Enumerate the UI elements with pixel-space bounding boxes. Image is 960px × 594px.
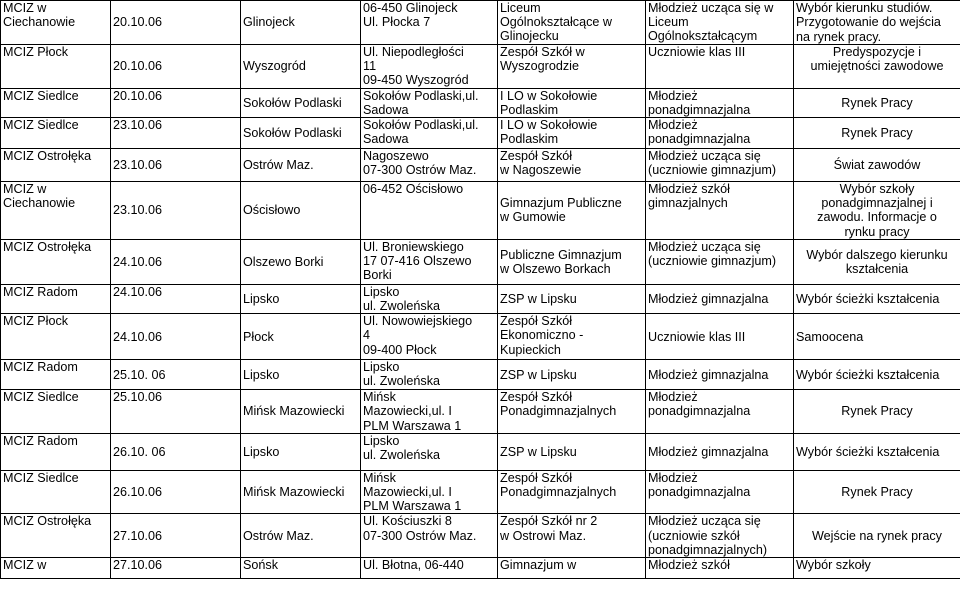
cell-org: MCIZ Radom [1, 284, 111, 313]
cell-date: 25.10.06 [111, 390, 241, 434]
cell-org: MCIZ Radom [1, 433, 111, 470]
cell-town: Glinojeck [241, 1, 361, 45]
cell-school: I LO w Sokołowie Podlaskim [498, 88, 646, 117]
cell-date: 23.10.06 [111, 182, 241, 240]
table-row [1, 45, 960, 89]
cell-date: 20.10.06 [111, 1, 241, 45]
cell-date: 20.10.06 [111, 88, 241, 117]
cell-school: ZSP w Lipsku [498, 433, 646, 470]
cell-topic: Wybór ścieżki kształcenia [794, 433, 960, 470]
cell-audience: Młodzież ucząca się (uczniowie gimnazjum) [646, 149, 794, 182]
cell-topic: Wybór dalszego kierunku kształcenia [794, 239, 960, 284]
cell-school: ZSP w Lipsku [498, 284, 646, 313]
cell-date: 24.10.06 [111, 284, 241, 313]
table-row [1, 433, 960, 470]
cell-audience: Młodzież ponadgimnazjalna [646, 390, 794, 434]
cell-org: MCIZ w Ciechanowie [1, 1, 111, 45]
cell-school: Zespół Szkół Ponadgimnazjalnych [498, 390, 646, 434]
cell-topic: Wejście na rynek pracy [794, 514, 960, 558]
table-row [1, 314, 960, 360]
cell-school: I LO w Sokołowie Podlaskim [498, 118, 646, 149]
table-row [1, 470, 960, 514]
cell-audience: Młodzież gimnazjalna [646, 284, 794, 313]
cell-audience: Młodzież ucząca się (uczniowie szkół ponadgimnazjalnych) [646, 514, 794, 558]
cell-date: 20.10.06 [111, 45, 241, 89]
cell-date: 24.10.06 [111, 314, 241, 360]
cell-school: ZSP w Lipsku [498, 360, 646, 390]
cell-topic: Rynek Pracy [794, 390, 960, 434]
cell-address: Lipsko ul. Zwoleńska [361, 433, 498, 470]
cell-address: Sokołów Podlaski,ul. Sadowa [361, 88, 498, 117]
table-row [1, 558, 960, 579]
cell-school: Zespół Szkół Ekonomiczno - Kupieckich [498, 314, 646, 360]
cell-date: 27.10.06 [111, 558, 241, 579]
cell-audience: Młodzież szkół gimnazjalnych [646, 182, 794, 240]
cell-address: Mińsk Mazowiecki,ul. I PLM Warszawa 1 [361, 390, 498, 434]
cell-address: Ul. Błotna, 06-440 [361, 558, 498, 579]
cell-address: Mińsk Mazowiecki,ul. I PLM Warszawa 1 [361, 470, 498, 514]
cell-school: Gimnazjum w [498, 558, 646, 579]
cell-topic: Świat zawodów [794, 149, 960, 182]
cell-org: MCIZ Siedlce [1, 470, 111, 514]
cell-topic: Wybór szkoły ponadgimnazjalnej i zawodu. Informacje o rynku pracy [794, 182, 960, 240]
cell-address: Ul. Niepodległości 11 09-450 Wyszogród [361, 45, 498, 89]
cell-audience: Młodzież ponadgimnazjalna [646, 118, 794, 149]
cell-topic: Rynek Pracy [794, 470, 960, 514]
cell-town: Lipsko [241, 360, 361, 390]
cell-town: Mińsk Mazowiecki [241, 470, 361, 514]
cell-org: MCIZ Radom [1, 360, 111, 390]
cell-date: 26.10.06 [111, 470, 241, 514]
cell-address: Ul. Nowowiejskiego 4 09-400 Płock [361, 314, 498, 360]
cell-school: Zespół Szkół nr 2 w Ostrowi Maz. [498, 514, 646, 558]
cell-address: Nagoszewo 07-300 Ostrów Maz. [361, 149, 498, 182]
cell-address: Lipsko ul. Zwoleńska [361, 284, 498, 313]
table-row [1, 284, 960, 313]
cell-org: MCIZ Płock [1, 314, 111, 360]
cell-school: Zespół Szkół Ponadgimnazjalnych [498, 470, 646, 514]
table-row [1, 514, 960, 558]
cell-town: Lipsko [241, 284, 361, 313]
cell-town: Sokołów Podlaski [241, 88, 361, 117]
cell-org: MCIZ Siedlce [1, 390, 111, 434]
cell-date: 25.10. 06 [111, 360, 241, 390]
cell-org: MCIZ w [1, 558, 111, 579]
table-row [1, 182, 960, 240]
table-row [1, 118, 960, 149]
cell-town: Wyszogród [241, 45, 361, 89]
cell-town: Ostrów Maz. [241, 514, 361, 558]
cell-audience: Młodzież gimnazjalna [646, 433, 794, 470]
cell-org: MCIZ Ostrołęka [1, 239, 111, 284]
cell-org: MCIZ Siedlce [1, 118, 111, 149]
cell-org: MCIZ Ostrołęka [1, 149, 111, 182]
cell-audience: Uczniowie klas III [646, 314, 794, 360]
cell-address: Sokołów Podlaski,ul. Sadowa [361, 118, 498, 149]
cell-audience: Młodzież szkół [646, 558, 794, 579]
cell-audience: Młodzież ucząca się w Liceum Ogólnokształcącym [646, 1, 794, 45]
table-row [1, 360, 960, 390]
cell-topic: Wybór ścieżki kształcenia [794, 284, 960, 313]
table-row [1, 390, 960, 434]
cell-town: Sońsk [241, 558, 361, 579]
cell-town: Mińsk Mazowiecki [241, 390, 361, 434]
cell-town: Sokołów Podlaski [241, 118, 361, 149]
cell-org: MCIZ Ostrołęka [1, 514, 111, 558]
cell-town: Lipsko [241, 433, 361, 470]
cell-org: MCIZ Płock [1, 45, 111, 89]
cell-audience: Młodzież gimnazjalna [646, 360, 794, 390]
cell-date: 26.10. 06 [111, 433, 241, 470]
table-row [1, 1, 960, 45]
cell-date: 23.10.06 [111, 149, 241, 182]
cell-address: Lipsko ul. Zwoleńska [361, 360, 498, 390]
table-row [1, 88, 960, 117]
cell-school: Liceum Ogólnokształcące w Glinojecku [498, 1, 646, 45]
cell-town: Olszewo Borki [241, 239, 361, 284]
cell-audience: Młodzież ucząca się (uczniowie gimnazjum) [646, 239, 794, 284]
cell-address: 06-450 Glinojeck Ul. Płocka 7 [361, 1, 498, 45]
cell-address: Ul. Broniewskiego 17 07-416 Olszewo Borki [361, 239, 498, 284]
cell-org: MCIZ w Ciechanowie [1, 182, 111, 240]
cell-school: Zespół Szkół w Wyszogrodzie [498, 45, 646, 89]
cell-address: 06-452 Ościsłowo [361, 182, 498, 240]
cell-topic: Wybór ścieżki kształcenia [794, 360, 960, 390]
cell-date: 27.10.06 [111, 514, 241, 558]
cell-school: Publiczne Gimnazjum w Olszewo Borkach [498, 239, 646, 284]
cell-topic: Wybór kierunku studiów. Przygotowanie do wejścia na rynek pracy. [794, 1, 960, 45]
cell-topic: Rynek Pracy [794, 118, 960, 149]
table-row [1, 239, 960, 284]
cell-topic: Predyspozycje i umiejętności zawodowe [794, 45, 960, 89]
cell-audience: Młodzież ponadgimnazjalna [646, 470, 794, 514]
cell-topic: Rynek Pracy [794, 88, 960, 117]
cell-town: Ościsłowo [241, 182, 361, 240]
cell-town: Ostrów Maz. [241, 149, 361, 182]
cell-school: Zespół Szkół w Nagoszewie [498, 149, 646, 182]
cell-address: Ul. Kościuszki 8 07-300 Ostrów Maz. [361, 514, 498, 558]
cell-org: MCIZ Siedlce [1, 88, 111, 117]
cell-topic: Wybór szkoły [794, 558, 960, 579]
cell-audience: Młodzież ponadgimnazjalna [646, 88, 794, 117]
cell-topic: Samoocena [794, 314, 960, 360]
cell-audience: Uczniowie klas III [646, 45, 794, 89]
cell-school: Gimnazjum Publiczne w Gumowie [498, 182, 646, 240]
cell-date: 23.10.06 [111, 118, 241, 149]
table-row [1, 149, 960, 182]
cell-date: 24.10.06 [111, 239, 241, 284]
cell-town: Płock [241, 314, 361, 360]
